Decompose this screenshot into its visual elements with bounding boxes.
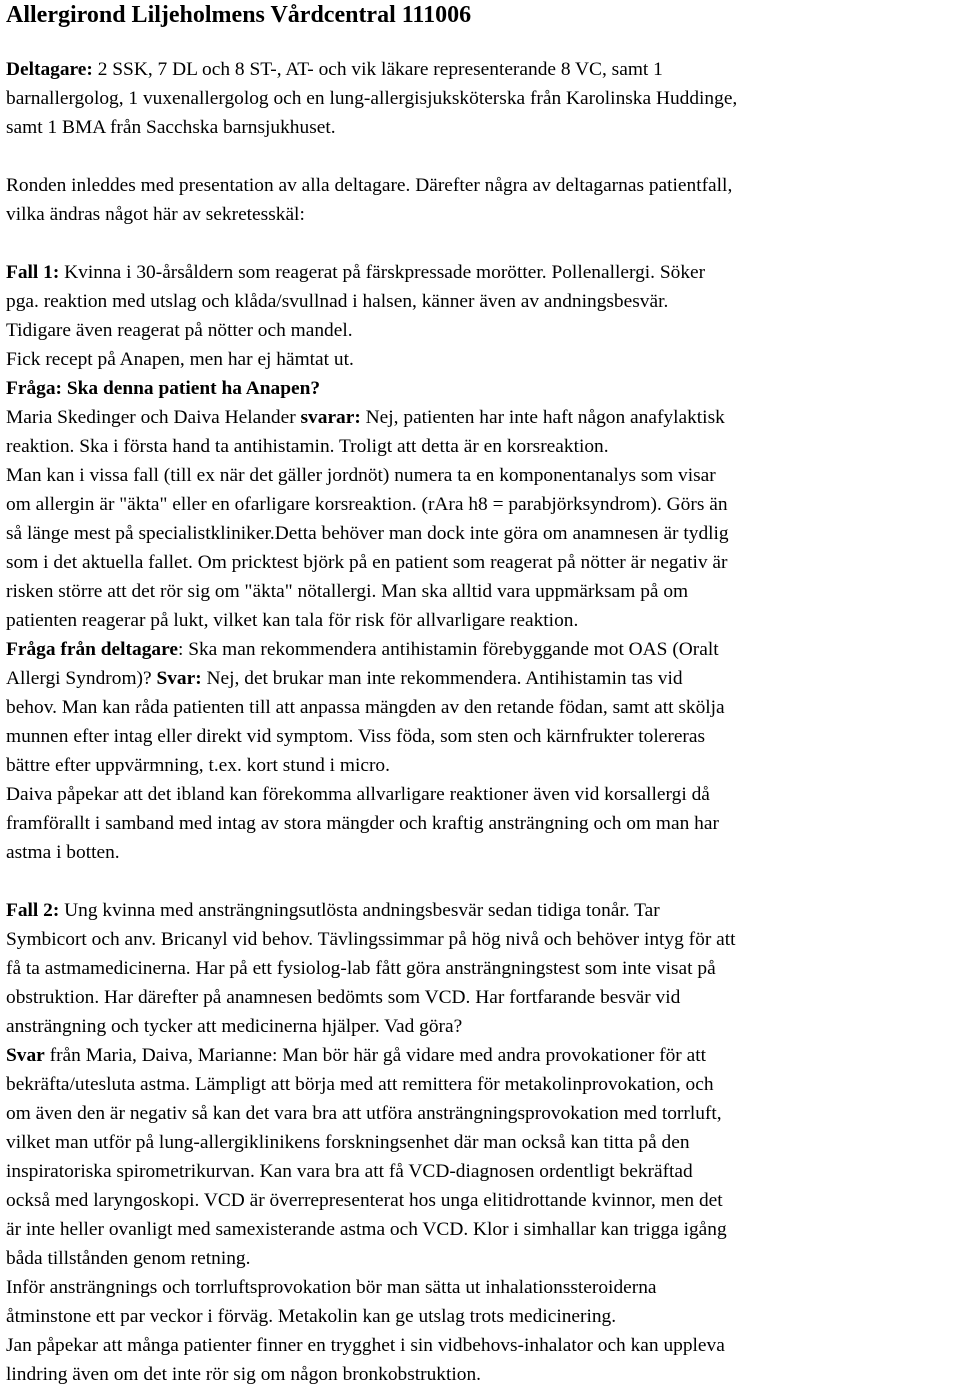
spacer bbox=[6, 142, 958, 171]
case-2-line: obstruktion. Har därefter på anamnesen bedömts som VCD. Har fortfarande besvär vid bbox=[6, 987, 681, 1008]
case-1-q2-line: bättre efter uppvärmning, t.ex. kort stund i micro. bbox=[6, 755, 390, 776]
case-2-label: Fall 2: bbox=[6, 900, 60, 921]
case-2-answer-line: Jan påpekar att många patienter finner en trygghet i sin vidbehovs-inhalator och kan uppleva bbox=[6, 1335, 725, 1356]
intro-paragraph bbox=[6, 171, 958, 229]
case-2-line: ansträngning och tycker att medicinerna hjälper. Vad göra? bbox=[6, 1016, 463, 1037]
case-1-answer-line: reaktion. Ska i första hand ta antihistamin. Troligt att detta är en korsreaktion. bbox=[6, 436, 609, 457]
case-1-answer-line: om allergin är "äkta" eller en ofarligare korsreaktion. (rAra h8 = parabjörksyndrom). Görs än bbox=[6, 494, 728, 515]
participants-paragraph bbox=[6, 55, 958, 142]
case-2-answer-line: bekräfta/utesluta astma. Lämpligt att börja med att remittera för metakolinprovokation, och bbox=[6, 1074, 714, 1095]
case-2-line-1: Fall 2: Ung kvinna med ansträngningsutlösta andningsbesvär sedan tidiga tonår. Tar bbox=[6, 900, 660, 921]
spacer bbox=[6, 229, 958, 258]
intro-line-2: vilka ändras något här av sekretesskäl: bbox=[6, 204, 305, 225]
case-2-answer-line: om även den är negativ så kan det vara bra att utföra ansträngningsprovokation med torrluft, bbox=[6, 1103, 722, 1124]
spacer bbox=[6, 30, 958, 55]
case-2-answer-line-1: Svar från Maria, Daiva, Marianne: Man bör här gå vidare med andra provokationer för att bbox=[6, 1045, 706, 1066]
document-title: Allergirond Liljeholmens Vårdcentral 111006 bbox=[6, 2, 472, 28]
case-1-q2-line: behov. Man kan råda patienten till att anpassa mängden av den retande födan, samt att skölja bbox=[6, 697, 725, 718]
case-2-answer-line: vilket man utför på lung-allergiklinikens forskningsenhet där man också kan titta på den bbox=[6, 1132, 690, 1153]
participants-line-1: Deltagare: 2 SSK, 7 DL och 8 ST-, AT- och vik läkare representerande 8 VC, samt 1 bbox=[6, 59, 663, 80]
case-1-section bbox=[6, 258, 958, 867]
answer-label: Svar: bbox=[156, 668, 202, 689]
case-1-answer-line: patienten reagerar på lukt, vilket kan tala för risk för allvarligare reaktion. bbox=[6, 610, 579, 631]
case-1-question-2-line-2: Allergi Syndrom)? Svar: Nej, det brukar man inte rekommendera. Antihistamin tas vid bbox=[6, 668, 683, 689]
spacer bbox=[6, 867, 958, 896]
case-1-answer-line: som i det aktuella fallet. Om pricktest björk på en patient som reagerat på nötter är negativ är bbox=[6, 552, 728, 573]
case-2-answer-line: inspiratoriska spirometrikurvan. Kan vara bra att få VCD-diagnosen ordentligt bekräftad bbox=[6, 1161, 693, 1182]
answer-label: svarar: bbox=[300, 407, 361, 428]
case-2-answer-line: båda tillstånden genom retning. bbox=[6, 1248, 251, 1269]
case-2-section bbox=[6, 896, 958, 1389]
case-1-answer-line: risken större att det rör sig om "äkta" nötallergi. Man ska alltid vara uppmärksam på om bbox=[6, 581, 689, 602]
case-1-line-4: Fick recept på Anapen, men har ej hämtat ut. bbox=[6, 349, 354, 370]
case-1-line-2: pga. reaktion med utslag och klåda/svullnad i halsen, känner även av andningsbesvär. bbox=[6, 291, 669, 312]
case-1-question-2-line-1: Fråga från deltagare: Ska man rekommendera antihistamin förebyggande mot OAS (Oralt bbox=[6, 639, 719, 660]
case-2-answer-line: också med laryngoskopi. VCD är överrepresenterat hos unga elitidrottande kvinnor, men det bbox=[6, 1190, 723, 1211]
case-1-line-1: Fall 1: Kvinna i 30-årsåldern som reagerat på färskpressade morötter. Pollenallergi. Söker bbox=[6, 262, 706, 283]
answer-label: Svar bbox=[6, 1045, 45, 1066]
document bbox=[6, 0, 958, 1389]
participants-line-2: barnallergolog, 1 vuxenallergolog och en lung-allergisjuksköterska från Karolinska Huddinge, bbox=[6, 88, 738, 109]
case-1-label: Fall 1: bbox=[6, 262, 60, 283]
case-2-answer-line: lindring även om det inte rör sig om någon bronkobstruktion. bbox=[6, 1364, 482, 1385]
case-1-line-3: Tidigare även reagerat på nötter och mandel. bbox=[6, 320, 353, 341]
case-2-answer-line: är inte heller ovanligt med samexisterande astma och VCD. Klor i simhallar kan trigga igång bbox=[6, 1219, 727, 1240]
case-1-q2-line: astma i botten. bbox=[6, 842, 120, 863]
case-1-q2-line: munnen efter intag eller direkt vid symptom. Viss föda, som sten och kärnfrukter tolereras bbox=[6, 726, 706, 747]
case-1-q2-line: Daiva påpekar att det ibland kan förekomma allvarligare reaktioner även vid korsallergi då bbox=[6, 784, 710, 805]
intro-line-1: Ronden inleddes med presentation av alla deltagare. Därefter några av deltagarnas patientfall, bbox=[6, 175, 733, 196]
case-2-line: få ta astmamedicinerna. Har på ett fysiolog-lab fått göra ansträngningstest som inte visat på bbox=[6, 958, 716, 979]
case-2-line: Symbicort och anv. Bricanyl vid behov. Tävlingssimmar på hög nivå och behöver intyg för att bbox=[6, 929, 736, 950]
case-1-q2-line: framförallt i samband med intag av stora mängder och kraftig ansträngning och om man har bbox=[6, 813, 719, 834]
case-1-answer-line: så länge mest på specialistkliniker.Detta behöver man dock inte göra om anamnesen är tydlig bbox=[6, 523, 729, 544]
case-2-answer-line: Inför ansträngnings och torrluftsprovokation bör man sätta ut inhalationssteroiderna bbox=[6, 1277, 657, 1298]
case-1-question: Fråga: Ska denna patient ha Anapen? bbox=[6, 378, 321, 399]
participants-line-3: samt 1 BMA från Sacchska barnsjukhuset. bbox=[6, 117, 336, 138]
case-2-answer-line: åtminstone ett par veckor i förväg. Metakolin kan ge utslag trots medicinering. bbox=[6, 1306, 617, 1327]
case-1-answer-line: Man kan i vissa fall (till ex när det gäller jordnöt) numera ta en komponentanalys som visar bbox=[6, 465, 716, 486]
participants-label: Deltagare: bbox=[6, 59, 93, 80]
case-1-answer-line-1: Maria Skedinger och Daiva Helander svarar: Nej, patienten har inte haft någon anafylaktisk bbox=[6, 407, 725, 428]
question-label: Fråga från deltagare bbox=[6, 639, 178, 660]
